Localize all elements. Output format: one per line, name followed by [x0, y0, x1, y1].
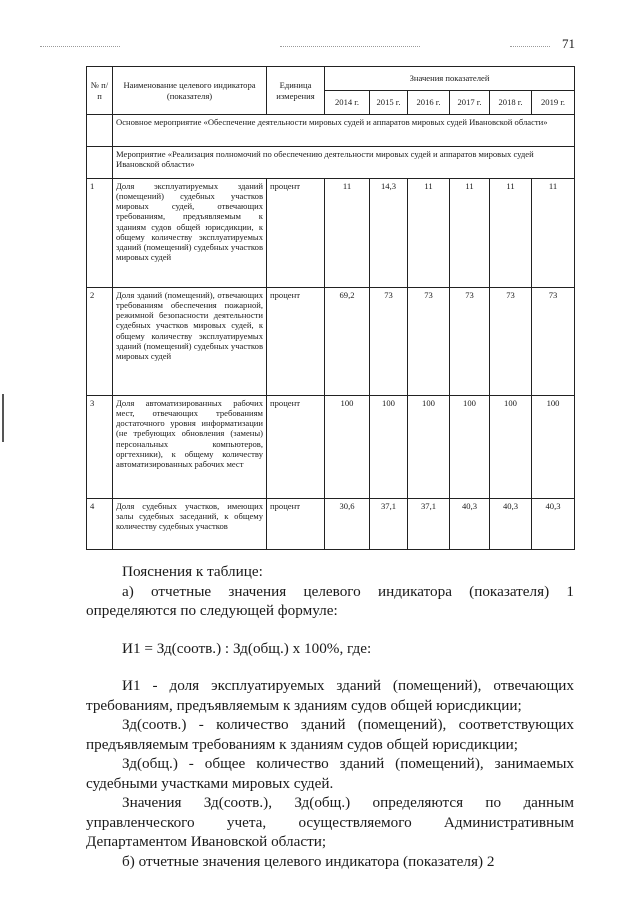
table-row-sub-activity: [87, 147, 575, 179]
table-header-row: [87, 67, 575, 91]
header-unit: Единица измерения: [267, 67, 325, 115]
header-year: 2018 г.: [490, 91, 532, 115]
row-value: 100: [450, 396, 490, 499]
row-name: Доля зданий (помещений), отвечающих требованиям обеспечения пожарной, режимной безопасности деятельности судебных участков мировых судей, к общему количеству эксплуатируемых зданий (помещений) судебных участков мировых судей: [113, 288, 267, 396]
row-value: 14,3: [370, 179, 408, 288]
row-value: 73: [532, 288, 575, 396]
scan-artifact-dots: [510, 46, 550, 48]
row-name: Доля автоматизированных рабочих мест, отвечающих требованиям достаточного уровня информатизации (не требующих обновления (замены) персональных компьютеров, оргтехники), к общему количеству автоматизированных рабочих мест: [113, 396, 267, 499]
sub-activity-cell: Мероприятие «Реализация полномочий по обеспечению деятельности мировых судей и аппаратов мировых судей Ивановской области»: [113, 147, 575, 179]
row-value: 73: [450, 288, 490, 396]
note-item-b: б) отчетные значения целевого индикатора (показателя) 2: [122, 852, 495, 870]
table-row: [87, 396, 575, 499]
indicators-table: [86, 66, 575, 550]
row-value: 100: [370, 396, 408, 499]
row-value: 30,6: [325, 499, 370, 550]
definition-i1: И1 - доля эксплуатируемых зданий (помещений), отвечающих требованиям, предъявляемым к зданиям судов общей юрисдикции;: [86, 677, 574, 714]
row-value: 37,1: [370, 499, 408, 550]
table-row: [87, 179, 575, 288]
row-unit: процент: [267, 288, 325, 396]
data-source-note: Значения Зд(соотв.), Зд(общ.) определяются по данным управленческого учета, осуществляемого Административным Департаментом Ивановской области;: [86, 794, 574, 850]
row-value: 11: [408, 179, 450, 288]
row-unit: процент: [267, 396, 325, 499]
header-year: 2015 г.: [370, 91, 408, 115]
definition-zd-obsh: Зд(общ.) - общее количество зданий (помещений), занимаемых судебными участками мировых судей.: [86, 755, 574, 792]
row-num: 2: [87, 288, 113, 396]
empty-cell: [87, 115, 113, 147]
row-value: 73: [370, 288, 408, 396]
row-value: 73: [490, 288, 532, 396]
header-year: 2019 г.: [532, 91, 575, 115]
notes-section: [86, 562, 574, 871]
row-value: 37,1: [408, 499, 450, 550]
row-value: 11: [490, 179, 532, 288]
row-value: 69,2: [325, 288, 370, 396]
row-value: 40,3: [450, 499, 490, 550]
row-value: 11: [450, 179, 490, 288]
row-num: 1: [87, 179, 113, 288]
row-unit: процент: [267, 499, 325, 550]
formula: И1 = Зд(соотв.) : Зд(общ.) х 100%, где:: [122, 639, 372, 657]
header-num: № п/п: [87, 67, 113, 115]
row-value: 100: [532, 396, 575, 499]
row-value: 11: [532, 179, 575, 288]
row-value: 100: [408, 396, 450, 499]
row-value: 100: [490, 396, 532, 499]
table-row-main-activity: [87, 115, 575, 147]
note-item-a: а) отчетные значения целевого индикатора (показателя) 1 определяются по следующей формуле:: [86, 582, 574, 619]
row-value: 100: [325, 396, 370, 499]
scan-artifact-dots: [280, 46, 420, 48]
header-name: Наименование целевого индикатора (показателя): [113, 67, 267, 115]
row-name: Доля судебных участков, имеющих залы судебных заседаний, к общему количеству судебных участков: [113, 499, 267, 550]
header-year: 2014 г.: [325, 91, 370, 115]
table-row: [87, 499, 575, 550]
notes-heading: Пояснения к таблице:: [122, 563, 263, 580]
header-year: 2017 г.: [450, 91, 490, 115]
definition-zd-sootv: Зд(соотв.) - количество зданий (помещений), соответствующих предъявляемым требованиям к зданиям судов общей юрисдикции;: [86, 716, 574, 753]
row-value: 40,3: [490, 499, 532, 550]
row-value: 40,3: [532, 499, 575, 550]
page-number: 71: [562, 36, 575, 51]
row-value: 73: [408, 288, 450, 396]
row-name: Доля эксплуатируемых зданий (помещений) судебных участков мировых судей, отвечающих требованиям, предъявляемым к зданиям судов общей юрисдикции, к общему количеству эксплуатируемых зданий (помещений) судебных участков мировых судей: [113, 179, 267, 288]
scan-artifact-dots: [40, 46, 120, 48]
row-num: 3: [87, 396, 113, 499]
main-activity-cell: Основное мероприятие «Обеспечение деятельности мировых судей и аппаратов мировых судей Ивановской области»: [113, 115, 575, 147]
row-value: 11: [325, 179, 370, 288]
row-num: 4: [87, 499, 113, 550]
row-unit: процент: [267, 179, 325, 288]
empty-cell: [87, 147, 113, 179]
header-values: Значения показателей: [325, 67, 575, 91]
scan-artifact-edge: [2, 394, 4, 442]
header-year: 2016 г.: [408, 91, 450, 115]
table-row: [87, 288, 575, 396]
